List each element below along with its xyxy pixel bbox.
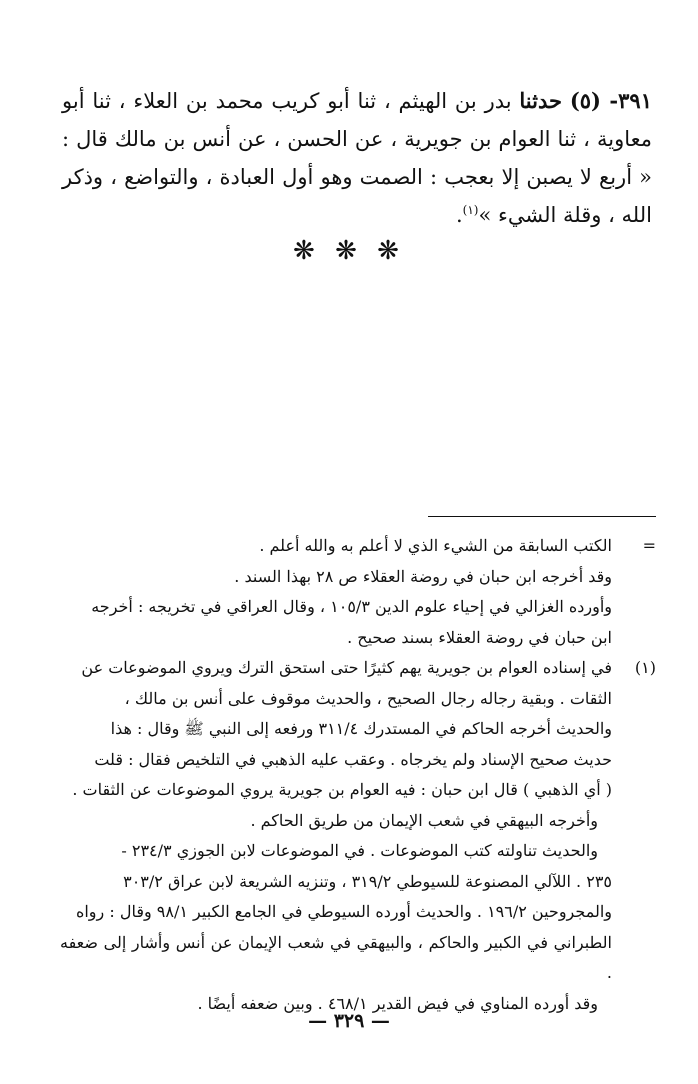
hadith-line: « أربع لا يصبن إلا بعجب : الصمت وهو أول العبادة ، والتواضع ،	[110, 165, 652, 189]
continuation-marker: =	[642, 536, 656, 555]
footnote-continuation	[60, 531, 656, 653]
page-number: — ٣٢٩ —	[308, 1010, 390, 1032]
footnote-line: ٢٣٥ . اللآلي المصنوعة للسيوطي ٣١٩/٢ ، وتنزيه الشريعة لابن عراق ٣٠٣/٢	[123, 871, 612, 891]
footnote-line: الثقات . وبقية رجاله رجال الصحيح ، والحديث موقوف على أنس بن مالك ،	[124, 688, 612, 708]
footnote-line: في إسناده العوام بن جويرية يهم كثيرًا حتى استحق الترك ويروي الموضوعات عن	[81, 658, 612, 677]
footnote-line: والحديث تناولته كتب الموضوعات . في الموضوعات لابن الجوزي ٢٣٤/٣ -	[121, 841, 598, 860]
hadith-number: ٣٩١	[618, 88, 652, 113]
footnote-line: وأخرجه البيهقي في شعب الإيمان من طريق الحاكم .	[250, 810, 598, 830]
footnote-line: والمجروحين ١٩٦/٢ . والحديث أورده السيوطي في الجامع الكبير ٩٨/١ وقال : رواه	[75, 902, 612, 921]
footnote-line: وأورده الغزالي في إحياء علوم الدين ١٠٥/٣ ، وقال العراقي في تخريجه : أخرجه	[91, 597, 612, 616]
narration-lead-word: حدثنا	[519, 88, 562, 113]
footnote-reference: (١)	[462, 203, 479, 217]
footnotes	[60, 531, 656, 1019]
footnote-1-marker: (١)	[634, 658, 656, 677]
footnote-line: الطبراني في الكبير والحاكم ، والبيهقي في شعب الإيمان عن أنس وأشار إلى ضعفه .	[60, 932, 612, 982]
hadith-line: أبو معاوية ، ثنا العوام بن جويرية ، عن الحسن ، عن أنس بن مالك قال :	[62, 89, 652, 151]
hadith-text: ٣٩١- (٥) حدثنا بدر بن الهيثم ، ثنا أبو كريب محمد بن العلاء ، ثنا أبو معاوية ، ثنا العوام بن جويرية ، عن الحسن ، عن أنس بن مالك قال : « أربع لا يصبن إلا بعجب : الصمت وهو أول العبادة ، والتواضع ، وذكر الله ، وقلة الشيء »$^{(١)}$.	[62, 88, 652, 227]
footnote-divider	[428, 516, 656, 517]
footnote-1	[60, 653, 656, 1019]
footnote-line: ابن حبان في روضة العقلاء بسند صحيح .	[347, 627, 612, 647]
footnote-line: وقد أورده المناوي في فيض القدير ٤٦٨/١ . وبين ضعفه أيضًا .	[197, 993, 598, 1013]
footnote-line: ( أي الذهبي ) قال ابن حبان : فيه العوام بن جويرية يروي الموضوعات عن الثقات .	[72, 780, 612, 799]
footnote-line: الكتب السابقة من الشيء الذي لا أعلم به والله أعلم .	[259, 536, 612, 555]
footnote-line: حديث صحيح الإسناد ولم يخرجاه . وعقب عليه الذهبي في التلخيص فقال : قلت	[94, 749, 612, 769]
section-separator-stars: ❋ ❋ ❋	[293, 236, 405, 266]
footnote-line: وقد أخرجه ابن حبان في روضة العقلاء ص ٢٨ بهذا السند .	[234, 566, 612, 586]
hadith-sub-number: - (٥)	[569, 88, 619, 113]
hadith-line: بدر بن الهيثم ، ثنا أبو كريب محمد بن العلاء ، ثنا	[92, 89, 512, 113]
footnote-line: والحديث أخرجه الحاكم في المستدرك ٣١١/٤ ورفعه إلى النبي ﷺ وقال : هذا	[110, 719, 612, 738]
hadith-last-line: وذكر الله ، وقلة الشيء »	[62, 165, 652, 227]
